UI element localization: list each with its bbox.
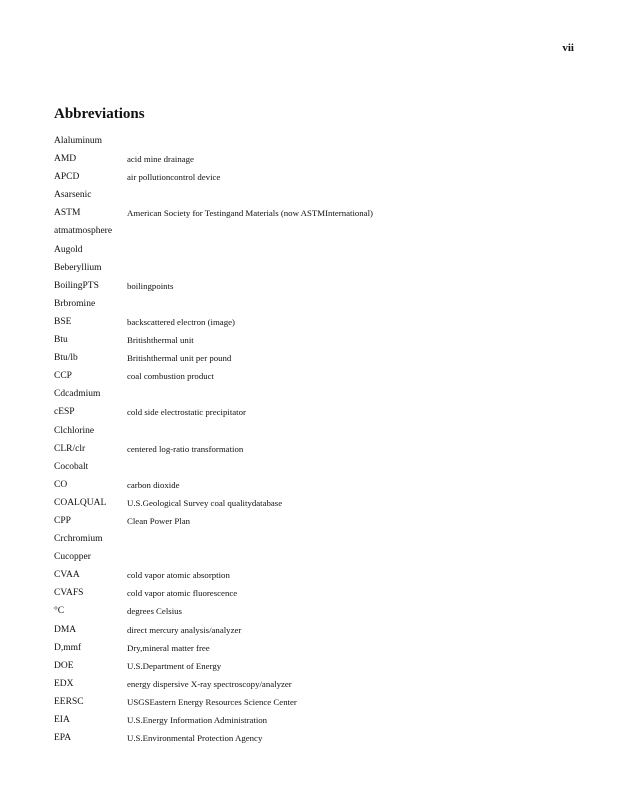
- abbreviation-term: EPA: [54, 733, 72, 744]
- abbreviation-row: [54, 186, 574, 204]
- abbreviation-row: [54, 204, 574, 222]
- abbreviation-row: [54, 494, 574, 512]
- abbreviation-term: Cucopper: [54, 552, 91, 563]
- abbreviation-row: [54, 313, 574, 331]
- abbreviation-row: [54, 168, 574, 186]
- abbreviation-row: [54, 440, 574, 458]
- abbreviation-definition: U.S.Environmental Protection Agency: [127, 733, 263, 744]
- abbreviation-row: [54, 132, 574, 150]
- abbreviation-term: Cocobalt: [54, 461, 89, 472]
- abbreviation-row: [54, 711, 574, 729]
- abbreviation-row: [54, 458, 574, 476]
- abbreviation-definition: [127, 530, 574, 548]
- abbreviation-row: [54, 277, 574, 295]
- abbreviation-definition: Britishthermal unit per pound: [127, 353, 232, 364]
- abbreviation-term: Btu/lb: [54, 353, 78, 364]
- abbreviation-row: [54, 602, 574, 620]
- abbreviation-definition: [127, 222, 574, 240]
- abbreviation-definition: air pollutioncontrol device: [127, 172, 221, 183]
- abbreviation-term: cESP: [54, 407, 75, 418]
- abbreviation-definition: direct mercury analysis/analyzer: [127, 624, 242, 635]
- abbreviation-term: CPP: [54, 515, 71, 526]
- abbreviation-term: EERSC: [54, 696, 84, 707]
- abbreviation-term: CLR/clr: [54, 443, 86, 454]
- abbreviation-row: [54, 548, 574, 566]
- abbreviation-definition: cold side electrostatic precipitator: [127, 407, 246, 418]
- abbreviation-definition: [127, 132, 574, 150]
- abbreviation-term: Btu: [54, 335, 68, 346]
- abbreviation-definition: U.S.Department of Energy: [127, 660, 222, 671]
- abbreviation-definition: cold vapor atomic absorption: [127, 570, 230, 581]
- abbreviation-term: ASTM: [54, 208, 81, 219]
- abbreviation-row: [54, 693, 574, 711]
- abbreviation-row: [54, 621, 574, 639]
- abbreviation-term: CVAFS: [54, 588, 84, 599]
- abbreviation-term: Alaluminum: [54, 136, 103, 146]
- abbreviation-term: EIA: [54, 715, 70, 725]
- abbreviation-term: Beberyllium: [54, 262, 102, 273]
- abbreviation-definition: coal combustion product: [127, 371, 214, 382]
- abbreviation-term: Augold: [54, 244, 83, 255]
- abbreviation-row: [54, 422, 574, 440]
- abbreviation-row: [54, 331, 574, 349]
- abbreviation-definition: American Society for Testingand Materials (now ASTMInternational): [127, 208, 373, 219]
- page-heading: Abbreviations: [54, 106, 145, 122]
- abbreviation-row: [54, 222, 574, 240]
- abbreviation-definition: [127, 259, 574, 277]
- abbreviation-definition: carbon dioxide: [127, 479, 180, 490]
- abbreviation-term: Brbromine: [54, 298, 96, 309]
- abbreviation-row: [54, 241, 574, 259]
- abbreviation-row: [54, 476, 574, 494]
- abbreviation-definition: Britishthermal unit: [127, 335, 194, 346]
- abbreviation-term: CO: [54, 479, 68, 490]
- abbreviation-term: BSE: [54, 316, 72, 327]
- abbreviation-term: D,mmf: [54, 642, 82, 653]
- abbreviation-term: AMD: [54, 154, 77, 165]
- abbreviation-term: CCP: [54, 371, 72, 382]
- abbreviation-definition: cold vapor atomic fluorescence: [127, 588, 238, 599]
- abbreviation-row: [54, 150, 574, 168]
- abbreviation-row: [54, 584, 574, 602]
- abbreviation-row: [54, 259, 574, 277]
- abbreviation-definition: backscattered electron (image): [127, 316, 235, 327]
- abbreviation-definition: boilingpoints: [127, 280, 174, 291]
- abbreviation-definition: [127, 385, 574, 403]
- abbreviation-term: CVAA: [54, 570, 80, 581]
- abbreviation-definition: centered log-ratio transformation: [127, 443, 244, 454]
- abbreviation-row: [54, 295, 574, 313]
- abbreviation-definition: [127, 241, 574, 259]
- abbreviation-definition: acid mine drainage: [127, 154, 194, 165]
- abbreviation-definition: [127, 548, 574, 566]
- abbreviation-term: Clchlorine: [54, 425, 95, 436]
- abbreviation-definition: [127, 295, 574, 313]
- abbreviation-term: COALQUAL: [54, 497, 107, 508]
- abbreviation-term: APCD: [54, 172, 80, 183]
- abbreviation-definition: degrees Celsius: [127, 606, 182, 617]
- abbreviation-definition: U.S.Geological Survey coal qualitydatabase: [127, 497, 283, 508]
- abbreviation-row: [54, 367, 574, 385]
- abbreviation-term: Asarsenic: [54, 190, 92, 201]
- abbreviation-term: Crchromium: [54, 534, 103, 545]
- abbreviation-definition: [127, 422, 574, 440]
- abbreviation-row: [54, 385, 574, 403]
- abbreviation-list: [54, 132, 574, 747]
- abbreviation-row: [54, 512, 574, 530]
- abbreviation-row: [54, 639, 574, 657]
- abbreviation-term: Cdcadmium: [54, 389, 101, 400]
- abbreviation-definition: [127, 458, 574, 476]
- abbreviation-term: DMA: [54, 624, 77, 635]
- abbreviation-definition: [127, 186, 574, 204]
- abbreviation-definition: U.S.Energy Information Administration: [127, 715, 268, 725]
- abbreviation-row: [54, 349, 574, 367]
- abbreviation-definition: Clean Power Plan: [127, 515, 191, 526]
- abbreviation-definition: USGSEastern Energy Resources Science Center: [127, 696, 297, 707]
- abbreviation-row: [54, 729, 574, 747]
- abbreviation-definition: Dry,mineral matter free: [127, 642, 210, 653]
- abbreviation-term: atmatmosphere: [54, 226, 113, 237]
- page-number: vii: [562, 42, 574, 54]
- abbreviation-term: EDX: [54, 678, 74, 689]
- abbreviation-term: DOE: [54, 660, 74, 671]
- abbreviation-definition: energy dispersive X-ray spectroscopy/analyzer: [127, 678, 292, 689]
- abbreviation-row: [54, 566, 574, 584]
- abbreviation-row: [54, 403, 574, 421]
- abbreviation-row: [54, 675, 574, 693]
- abbreviation-row: [54, 657, 574, 675]
- abbreviation-term: BoilingPTS: [54, 280, 99, 291]
- abbreviation-row: [54, 530, 574, 548]
- abbreviation-term: °C: [54, 606, 65, 617]
